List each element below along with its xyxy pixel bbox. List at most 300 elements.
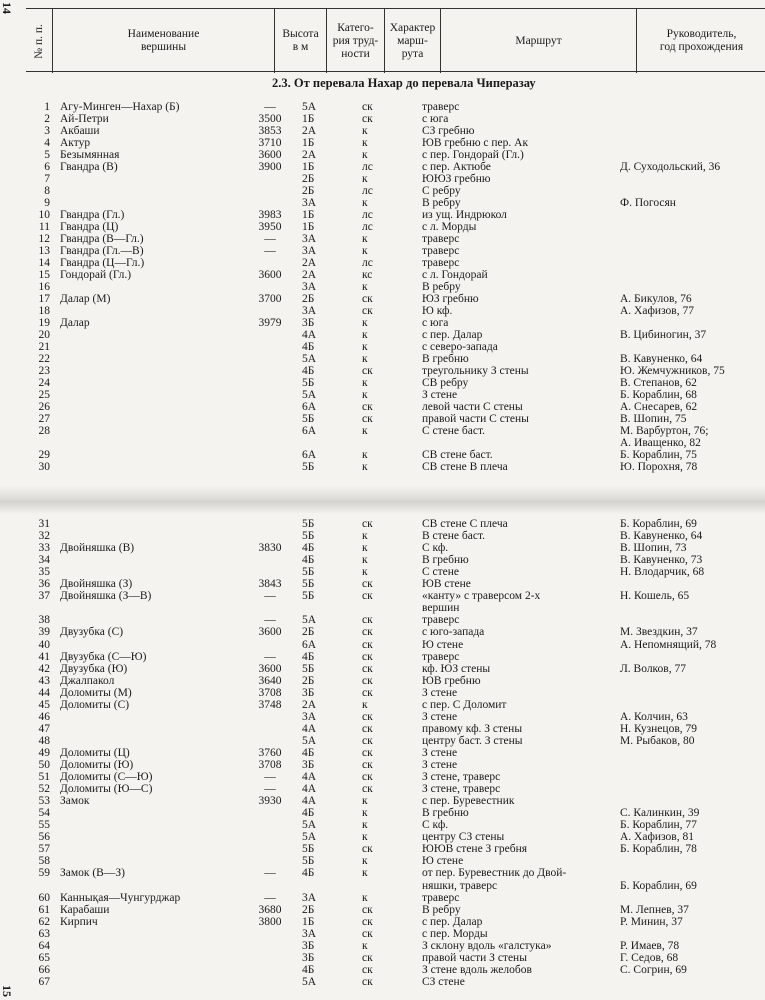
cell-route-type: ск xyxy=(362,590,373,603)
cell-peak-name: Безымянная xyxy=(60,149,120,161)
cell-difficulty: 5А xyxy=(302,819,317,832)
cell-row-number: 34 xyxy=(38,554,50,567)
cell-route: центру СЗ стены xyxy=(422,831,505,844)
table-row xyxy=(0,377,765,389)
cell-leader: С. Калинкин, 39 xyxy=(620,807,700,820)
cell-route: В стене баст. xyxy=(422,530,486,543)
cell-route: СЗ стене xyxy=(422,975,465,988)
cell-leader: Г. Седов, 68 xyxy=(620,951,679,964)
cell-peak-name: Двойняшка (З) xyxy=(60,578,133,591)
cell-row-number: 35 xyxy=(38,566,50,579)
cell-route-type: к xyxy=(362,698,368,711)
cell-peak-name: Акбаши xyxy=(60,125,100,137)
cell-route: няшки, траверс xyxy=(422,879,498,892)
cell-leader: Р. Имаев, 78 xyxy=(620,939,680,952)
table-row xyxy=(0,831,765,843)
table-row xyxy=(0,518,765,530)
cell-peak-name: Актур xyxy=(60,137,91,149)
cell-leader: В. Кавуненко, 64 xyxy=(620,530,703,543)
cell-row-number: 10 xyxy=(38,209,50,221)
header-col-category: Катего- рия труд- ности xyxy=(326,9,384,73)
cell-peak-name: Гвандра (В) xyxy=(60,161,118,173)
cell-peak-name: Кирпич xyxy=(60,915,98,928)
cell-row-number: 48 xyxy=(38,734,50,747)
cell-difficulty: 4Б xyxy=(302,867,315,880)
table-row xyxy=(0,401,765,413)
cell-route-type: к xyxy=(362,149,368,161)
cell-row-number: 22 xyxy=(38,353,50,365)
cell-difficulty: 5Б xyxy=(302,518,315,530)
cell-route-type: ск xyxy=(362,650,373,663)
cell-row-number: 57 xyxy=(38,843,50,856)
cell-route: СВ ребру xyxy=(422,377,469,389)
cell-height: — xyxy=(264,614,276,627)
cell-difficulty: 3А xyxy=(302,197,317,209)
cell-difficulty: 3Б xyxy=(302,951,315,964)
cell-row-number: 2 xyxy=(44,113,50,125)
cell-route-type: ск xyxy=(362,722,373,735)
cell-route: Ю кф. xyxy=(422,305,453,317)
cell-height: — xyxy=(264,233,276,245)
cell-height: 3500 xyxy=(258,113,282,125)
cell-route: с юга xyxy=(422,113,449,125)
cell-difficulty: 6А xyxy=(302,449,317,461)
cell-difficulty: 3А xyxy=(302,927,317,940)
cell-difficulty: 5Б xyxy=(302,578,315,591)
table-row xyxy=(0,928,765,940)
cell-route: ЮЮЗ гребню xyxy=(422,173,491,185)
cell-route: правой части С стены xyxy=(422,413,529,425)
cell-height: — xyxy=(264,245,276,257)
table-row xyxy=(0,735,765,747)
table-row xyxy=(0,711,765,723)
cell-route: З стене вдоль желобов xyxy=(422,963,532,976)
cell-leader: А. Бикулов, 76 xyxy=(620,293,692,305)
table-row xyxy=(0,771,765,783)
cell-peak-name: Доломиты (Ю—С) xyxy=(60,783,153,796)
cell-difficulty: 1Б xyxy=(302,915,315,928)
cell-route: З стене xyxy=(422,686,458,699)
cell-route: «канту» с траверсом 2-х xyxy=(422,590,541,603)
cell-peak-name: Доломиты (С—Ю) xyxy=(60,771,153,784)
cell-difficulty: 1Б xyxy=(302,113,315,125)
cell-peak-name: Гвандра (Гл.) xyxy=(60,209,125,221)
cell-height: 3600 xyxy=(258,662,282,675)
cell-leader: В. Степанов, 62 xyxy=(620,377,697,389)
cell-route-type: ск xyxy=(362,963,373,976)
cell-route-type: к xyxy=(362,461,368,473)
cell-row-number: 14 xyxy=(38,257,50,269)
cell-row-number: 41 xyxy=(38,650,50,663)
cell-difficulty: 5Б xyxy=(302,662,315,675)
cell-leader: В. Кавуненко, 64 xyxy=(620,353,703,365)
cell-row-number: 39 xyxy=(38,626,50,639)
cell-difficulty: 4Б xyxy=(302,365,315,377)
cell-difficulty: 4А xyxy=(302,783,317,796)
table-row xyxy=(0,209,765,221)
cell-leader: В. Шопин, 73 xyxy=(620,542,687,555)
cell-height: 3930 xyxy=(258,795,282,808)
cell-route-type: к xyxy=(362,530,368,543)
cell-row-number: 23 xyxy=(38,365,50,377)
cell-difficulty: 1Б xyxy=(302,161,315,173)
cell-row-number: 18 xyxy=(38,305,50,317)
cell-difficulty: 3Б xyxy=(302,939,315,952)
cell-leader: С. Согрин, 69 xyxy=(620,963,687,976)
cell-difficulty: 4Б xyxy=(302,341,315,353)
table-row xyxy=(0,221,765,233)
cell-difficulty: 5Б xyxy=(302,461,315,473)
cell-route: из ущ. Индрюкол xyxy=(422,209,507,221)
cell-peak-name: Ай-Петри xyxy=(60,113,109,125)
table-row xyxy=(0,795,765,807)
cell-row-number: 33 xyxy=(38,542,50,555)
cell-route: от пер. Буревестник до Двой- xyxy=(422,867,567,880)
cell-leader: Н. Влодарчик, 68 xyxy=(620,566,705,579)
cell-peak-name: Джалпакол xyxy=(60,674,115,687)
cell-route-type: ск xyxy=(362,113,373,125)
cell-route-type: ск xyxy=(362,674,373,687)
cell-route-type: к xyxy=(362,137,368,149)
cell-row-number: 17 xyxy=(38,293,50,305)
table-row xyxy=(0,413,765,425)
cell-route-type: ск xyxy=(362,413,373,425)
table-row xyxy=(0,578,765,590)
cell-row-number: 5 xyxy=(44,149,50,161)
cell-difficulty: 4Б xyxy=(302,650,315,663)
cell-route-type: к xyxy=(362,329,368,341)
cell-route-type: к xyxy=(362,125,368,137)
cell-route: В гребню xyxy=(422,807,469,820)
cell-route: левой части С стены xyxy=(422,401,523,413)
cell-height: 3710 xyxy=(258,137,282,149)
cell-difficulty: 4А xyxy=(302,795,317,808)
table-row xyxy=(0,149,765,161)
cell-row-number: 19 xyxy=(38,317,50,329)
cell-route: З стене xyxy=(422,759,458,771)
cell-leader: Ф. Погосян xyxy=(620,197,676,209)
cell-route-type: ск xyxy=(362,903,373,916)
table-row xyxy=(0,185,765,197)
cell-leader: Ю. Порохня, 78 xyxy=(620,461,698,473)
cell-route-type: лс xyxy=(362,185,373,197)
cell-row-number: 32 xyxy=(38,530,50,543)
cell-row-number: 43 xyxy=(38,674,50,687)
cell-difficulty: 2Б xyxy=(302,185,315,197)
table-row xyxy=(0,329,765,341)
cell-route: с пер. Актюбе xyxy=(422,161,491,173)
cell-peak-name: Гвандра (Ц—Гл.) xyxy=(60,257,145,269)
cell-route-type: ск xyxy=(362,305,373,317)
cell-difficulty: 2А xyxy=(302,257,317,269)
cell-peak-name: Доломиты (Ц) xyxy=(60,746,130,759)
cell-route-type: к xyxy=(362,317,368,329)
cell-route: Ю стене xyxy=(422,855,464,868)
cell-leader: М. Рыбаков, 80 xyxy=(620,734,695,747)
cell-route: СЗ гребню xyxy=(422,125,475,137)
cell-route-type: к xyxy=(362,554,368,567)
table-row xyxy=(0,269,765,281)
cell-height: 3748 xyxy=(258,698,282,711)
cell-route-type: к xyxy=(362,377,368,389)
cell-route-type: к xyxy=(362,353,368,365)
cell-row-number: 6 xyxy=(44,161,50,173)
cell-route: треугольнику З стены xyxy=(422,365,529,377)
cell-peak-name: Гвандра (В—Гл.) xyxy=(60,233,144,245)
table-row xyxy=(0,449,765,461)
cell-row-number: 36 xyxy=(38,578,50,591)
cell-height: 3900 xyxy=(258,161,282,173)
cell-row-number: 65 xyxy=(38,951,50,964)
cell-route-type: к xyxy=(362,542,368,555)
page-number-bottom: 15 xyxy=(0,985,14,997)
cell-route: с л. Гондорай xyxy=(422,269,488,281)
cell-peak-name: Карабаши xyxy=(60,903,110,916)
cell-route-type: к xyxy=(362,566,368,579)
table-row xyxy=(0,566,765,578)
table-row xyxy=(0,353,765,365)
cell-route: с юга xyxy=(422,317,449,329)
cell-route: траверс xyxy=(422,101,460,113)
cell-route: ЮВ гребню с пер. Ак xyxy=(422,137,529,149)
cell-route: траверс xyxy=(422,257,460,269)
cell-peak-name: Гондорай (Гл.) xyxy=(60,269,132,281)
cell-height: 3979 xyxy=(258,317,282,329)
cell-route: с юго-запада xyxy=(422,626,485,639)
cell-row-number: 9 xyxy=(44,197,50,209)
cell-row-number: 7 xyxy=(44,173,50,185)
cell-height: — xyxy=(264,650,276,663)
table-row xyxy=(0,530,765,542)
cell-row-number: 37 xyxy=(38,590,50,603)
cell-route-type: ск xyxy=(362,101,373,113)
cell-difficulty: 1Б xyxy=(302,221,315,233)
cell-route-type: к xyxy=(362,819,368,832)
cell-route-type: ск xyxy=(362,518,373,530)
table-row xyxy=(0,807,765,819)
cell-route-type: ск xyxy=(362,975,373,988)
cell-difficulty: 6А xyxy=(302,638,317,651)
cell-height: 3830 xyxy=(258,542,282,555)
table-row xyxy=(0,892,765,904)
cell-row-number: 55 xyxy=(38,819,50,832)
cell-route: СВ стене баст. xyxy=(422,449,493,461)
table-row xyxy=(0,365,765,377)
cell-leader: Б. Кораблин, 68 xyxy=(620,389,697,401)
cell-route-type: к xyxy=(362,341,368,353)
cell-route-type: к xyxy=(362,389,368,401)
cell-route: с пер. Морды xyxy=(422,927,488,940)
cell-route-type: к xyxy=(362,173,368,185)
table-row xyxy=(0,173,765,185)
cell-difficulty: 3А xyxy=(302,305,317,317)
cell-difficulty: 3А xyxy=(302,281,317,293)
cell-peak-name: Доломиты (С) xyxy=(60,698,130,711)
cell-height: 3708 xyxy=(258,759,282,771)
cell-route: С кф. xyxy=(422,819,449,832)
cell-leader: В. Цибиногин, 37 xyxy=(620,329,707,341)
cell-leader: Б. Кораблин, 69 xyxy=(620,518,697,530)
cell-row-number: 13 xyxy=(38,245,50,257)
cell-row-number: 51 xyxy=(38,771,50,784)
cell-route: с пер. Далар xyxy=(422,915,483,928)
table-row xyxy=(0,723,765,735)
cell-route-type: к xyxy=(362,855,368,868)
cell-row-number: 47 xyxy=(38,722,50,735)
cell-route: центру баст. З стены xyxy=(422,734,523,747)
cell-route-type: ск xyxy=(362,771,373,784)
cell-leader: А. Непомнящий, 78 xyxy=(620,638,717,651)
table-row xyxy=(0,137,765,149)
cell-height: 3950 xyxy=(258,221,282,233)
table-row xyxy=(0,952,765,964)
cell-row-number: 8 xyxy=(44,185,50,197)
cell-row-number: 67 xyxy=(38,975,50,988)
cell-route-type: ск xyxy=(362,951,373,964)
cell-route-type: лс xyxy=(362,209,373,221)
cell-leader: А. Хафизов, 77 xyxy=(620,305,694,317)
header-col-number: № п. п. xyxy=(32,23,45,59)
cell-row-number: 27 xyxy=(38,413,50,425)
cell-route-type: к xyxy=(362,197,368,209)
cell-difficulty: 4Б xyxy=(302,963,315,976)
table-row xyxy=(0,245,765,257)
cell-difficulty: 5А xyxy=(302,353,317,365)
cell-route-type: ск xyxy=(362,734,373,747)
cell-route: С стене баст. xyxy=(422,425,486,437)
cell-route: с пер. Гондорай (Гл.) xyxy=(422,149,524,161)
table-row xyxy=(0,257,765,269)
table-row xyxy=(0,699,765,711)
table-row xyxy=(0,389,765,401)
cell-route-type: к xyxy=(362,245,368,257)
cell-height: — xyxy=(264,590,276,603)
table-row xyxy=(0,341,765,353)
table-row xyxy=(0,783,765,795)
cell-height: 3600 xyxy=(258,269,282,281)
cell-difficulty: 2Б xyxy=(302,903,315,916)
cell-height: 3853 xyxy=(258,125,282,137)
cell-difficulty: 5Б xyxy=(302,413,315,425)
table-header xyxy=(26,8,765,72)
cell-height: 3600 xyxy=(258,626,282,639)
cell-route-type: ск xyxy=(362,365,373,377)
cell-row-number: 63 xyxy=(38,927,50,940)
cell-peak-name: Двузубка (С) xyxy=(60,626,124,639)
cell-route: траверс xyxy=(422,245,460,257)
cell-route-type: кс xyxy=(362,269,373,281)
cell-row-number: 25 xyxy=(38,389,50,401)
cell-route-type: к xyxy=(362,233,368,245)
cell-row-number: 40 xyxy=(38,638,50,651)
cell-route: правому кф. З стены xyxy=(422,722,523,735)
table-row xyxy=(0,916,765,928)
cell-route-type: к xyxy=(362,891,368,904)
cell-difficulty: 5А xyxy=(302,831,317,844)
cell-route: ЮЮВ стене З гребня xyxy=(422,843,528,856)
cell-route: З склону вдоль «галстука» xyxy=(422,939,552,952)
cell-peak-name: Гвандра (Ц) xyxy=(60,221,119,233)
cell-row-number: 20 xyxy=(38,329,50,341)
cell-difficulty: 6А xyxy=(302,401,317,413)
table-row xyxy=(0,281,765,293)
cell-row-number: 3 xyxy=(44,125,50,137)
cell-row-number: 30 xyxy=(38,461,50,473)
cell-route: З стене xyxy=(422,746,458,759)
cell-row-number: 54 xyxy=(38,807,50,820)
cell-route: ЮВ стене xyxy=(422,578,471,591)
table-row xyxy=(0,880,765,892)
table-row xyxy=(0,759,765,771)
cell-route-type: к xyxy=(362,795,368,808)
cell-height: 3600 xyxy=(258,149,282,161)
cell-peak-name: Каннықая—Чунгурджар xyxy=(60,891,181,904)
cell-route-type: ск xyxy=(362,843,373,856)
cell-difficulty: 5А xyxy=(302,614,317,627)
table-row xyxy=(0,125,765,137)
cell-height: — xyxy=(264,783,276,796)
cell-peak-name: Доломиты (М) xyxy=(60,686,132,699)
table-row xyxy=(0,602,765,614)
cell-row-number: 42 xyxy=(38,662,50,675)
cell-row-number: 52 xyxy=(38,783,50,796)
table-row xyxy=(0,639,765,651)
cell-route-type: к xyxy=(362,831,368,844)
cell-row-number: 45 xyxy=(38,698,50,711)
cell-difficulty: 5Б xyxy=(302,843,315,856)
table-row xyxy=(0,626,765,638)
table-row xyxy=(0,233,765,245)
cell-route: вершин xyxy=(422,602,460,615)
cell-difficulty: 5А xyxy=(302,734,317,747)
cell-route: СВ стене С плеча xyxy=(422,518,508,530)
cell-row-number: 60 xyxy=(38,891,50,904)
table-row xyxy=(0,590,765,602)
cell-route: ЮЗ гребню xyxy=(422,293,479,305)
cell-route: с пер. Далар xyxy=(422,329,483,341)
cell-difficulty: 3А xyxy=(302,245,317,257)
cell-route-type: ск xyxy=(362,746,373,759)
cell-leader: Б. Кораблин, 78 xyxy=(620,843,697,856)
cell-peak-name: Замок (В—З) xyxy=(60,867,125,880)
cell-leader: Н. Кузнецов, 79 xyxy=(620,722,697,735)
cell-difficulty: 4А xyxy=(302,329,317,341)
cell-peak-name: Доломиты (Ю) xyxy=(60,759,134,771)
cell-leader: А. Снесарев, 62 xyxy=(620,401,698,413)
header-col-leader: Руководитель, год прохождения xyxy=(636,9,765,73)
table-row xyxy=(0,425,765,437)
cell-peak-name: Двойняшка (З—В) xyxy=(60,590,152,603)
cell-route-type: к xyxy=(362,425,368,437)
cell-difficulty: 2Б xyxy=(302,293,315,305)
table-row xyxy=(0,293,765,305)
cell-difficulty: 2Б xyxy=(302,674,315,687)
table-row xyxy=(0,305,765,317)
cell-route-type: лс xyxy=(362,257,373,269)
header-col-route-type: Характер марш- рута xyxy=(384,9,440,73)
cell-row-number: 4 xyxy=(44,137,50,149)
table-row xyxy=(0,542,765,554)
table-row xyxy=(0,687,765,699)
cell-row-number: 15 xyxy=(38,269,50,281)
table-row xyxy=(0,819,765,831)
cell-leader: Б. Кораблин, 77 xyxy=(620,819,697,832)
cell-height: — xyxy=(264,771,276,784)
cell-row-number: 16 xyxy=(38,281,50,293)
cell-route: с пер. Буревестник xyxy=(422,795,515,808)
cell-route: В ребру xyxy=(422,197,461,209)
cell-leader: Н. Кошель, 65 xyxy=(620,590,690,603)
